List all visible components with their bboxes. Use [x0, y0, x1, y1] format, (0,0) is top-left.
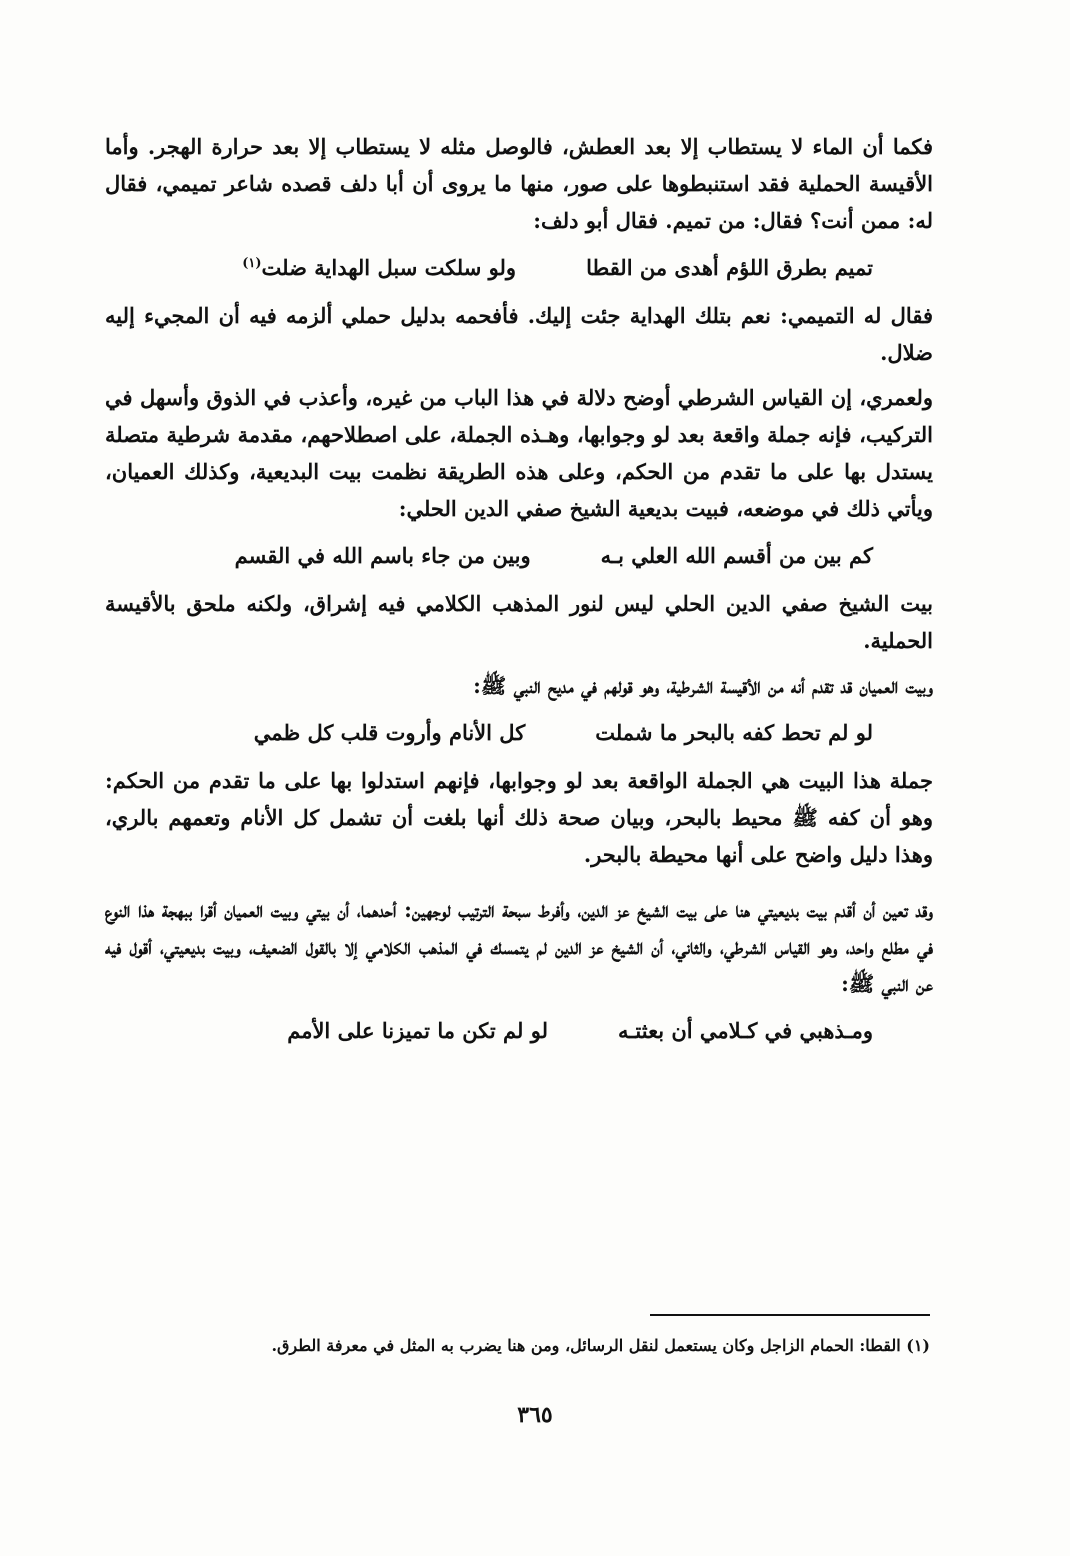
paragraph-4: بيت الشيخ صفي الدين الحلي ليس لنور المذهب الكلامي فيه إشراق، ولكنه ملحق بالأقيسة الحملية. [105, 591, 934, 653]
verse-3-first-hemistich: لو لم تحط كفه بالبحر ما شملت [595, 720, 873, 745]
verse-3 [105, 712, 933, 754]
verse-1-first-hemistich: تميم بطرق اللؤم أهدى من القطا [586, 255, 873, 280]
spacer [105, 873, 933, 891]
verse-2 [105, 535, 933, 577]
paragraph-2: فقال له التميمي: نعم بتلك الهداية جئت إليك. فأفحمه بدليل حملي ألزمه فيه أن المجيء إليه ضلال. [105, 303, 933, 365]
footnote: (١) القطا: الحمام الزاجل وكان يستعمل لنقل الرسائل، ومن هنا يضرب به المثل في معرفة الطرق. [271, 1336, 930, 1355]
paragraph-1: فكما أن الماء لا يستطاب إلا بعد العطش، فالوصل مثله لا يستطاب إلا بعد حرارة الهجر. وأما الأقيسة الحملية فقد استنبطوها على صور، منها ما يروى أن أبا دلف قصده شاعر تميمي، فقال له: ممن أنت؟ فقال: من تميم. فقال أبو دلف: [105, 134, 933, 233]
verse-4-first-hemistich: ومـذهبي في كـلامي أن بعثتـه [617, 1018, 873, 1043]
paragraph-5: وبيت العميان قد تقدم أنه من الأقيسة الشرطية، وهو قولهم في مديح النبي ﷺ: [473, 673, 933, 698]
verse-4-second-hemistich: لو لم تكن ما تميزنا على الأمم [287, 1018, 548, 1043]
verse-1 [105, 247, 933, 289]
verse-1-second-text: ولو سلكت سبل الهداية ضلت [261, 255, 517, 280]
verse-1-second-hemistich [242, 247, 516, 289]
verse-2-first-hemistich: كم بين من أقسم الله العلي بـه [600, 543, 873, 568]
page-body [105, 128, 933, 1508]
paragraph-7: وقد تعين أن أقدم بيت بديعيتي هنا على بيت الشيخ عز الدين، وأفرط سبحة الترتيب لوجهين: أحدهما، أن بيتي وبيت العميان أقرا ببهجة هذا النوع في مطلع واحد، وهو القياس الشرطي، والثاني، أن الشيخ عز الدين لم يتمسك في المذهب الكلامي إلا بالقول الضعيف، وبيت بديعيتي، أقول فيه عن النبي ﷺ: [105, 897, 933, 996]
verse-4 [105, 1010, 933, 1052]
page-number: ٣٦٥ [517, 1402, 553, 1428]
paragraph-6: جملة هذا البيت هي الجملة الواقعة بعد لو وجوابها، فإنهم استدلوا بها على ما تقدم من الحكم: وهو أن كفه ﷺ محيط بالبحر، وبيان صحة ذلك أنها بلغت أن تشمل كل الأنام وتعمهم بالري، وهذا دليل واضح على أنها محيطة بالبحر. [105, 768, 933, 867]
footnote-divider [650, 1314, 930, 1316]
verse-3-second-hemistich: كل الأنام وأروت قلب كل ظمي [253, 720, 526, 745]
paragraph-3: ولعمري، إن القياس الشرطي أوضح دلالة في هذا الباب من غيره، وأعذب في الذوق وأسهل في التركيب، فإنه جملة واقعة بعد لو وجوابها، وهـذه الجملة، على اصطلاحهم، مقدمة شرطية متصلة يستدل بها على ما تقدم من الحكم، وعلى هذه الطريقة نظمت بيت البديعية، وكذلك العميان، ويأتي ذلك في موضعه، فبيت بديعية الشيخ صفي الدين الحلي: [105, 385, 933, 521]
verse-2-second-hemistich: وبين من جاء باسم الله في القسم [234, 543, 531, 568]
footnote-mark: (١) [242, 256, 262, 271]
